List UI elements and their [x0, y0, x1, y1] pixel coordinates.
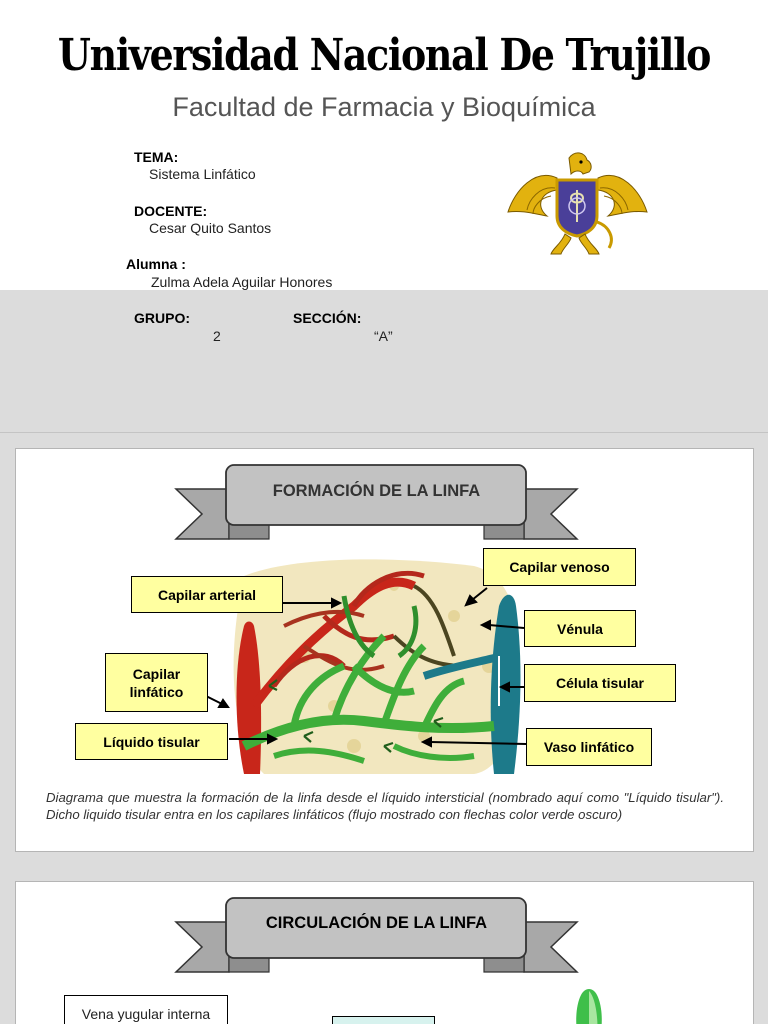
section-banner: [174, 463, 579, 543]
page-formacion-linfa: [15, 448, 754, 852]
section-banner: [174, 896, 579, 976]
label-capilar-arterial: Capilar arterial: [131, 576, 283, 613]
docente-label: DOCENTE:: [134, 203, 208, 219]
diagram-caption: Diagrama que muestra la formación de la linfa desde el líquido intersticial (nombrado aquí como "Líquido tisular"). Dicho liquido tisular entra en los capilares linfáticos (flujo mostrado con flechas color verde oscuro): [46, 790, 724, 822]
seccion-value: “A”: [374, 328, 393, 344]
section-title: FORMACIÓN DE LA LINFA: [272, 482, 481, 500]
docente-value: Cesar Quito Santos: [149, 220, 272, 236]
section-title: CIRCULACIÓN DE LA LINFA: [265, 914, 488, 932]
seccion-label: SECCIÓN:: [293, 310, 362, 326]
page-divider: [0, 432, 768, 433]
alumna-label: Alumna :: [126, 256, 186, 272]
page-circulacion-linfa: [15, 881, 754, 1024]
label-capilar-venoso: Capilar venoso: [483, 548, 636, 586]
cover-lower-band: [0, 290, 768, 432]
label-vaso-linfatico: Vaso linfático: [526, 728, 652, 766]
tema-value: Sistema Linfático: [149, 166, 256, 182]
faculty-subtitle: Facultad de Farmacia y Bioquímica: [172, 92, 596, 122]
tema-label: TEMA:: [134, 149, 179, 165]
ribbon-banner-icon: [174, 463, 579, 543]
grupo-value: 2: [213, 328, 221, 344]
university-crest-icon: [505, 150, 650, 260]
label-capilar-linfatico: Capilar linfático: [105, 653, 208, 712]
ribbon-banner-icon: [174, 896, 579, 976]
label-liquido-tisular: Líquido tisular: [75, 723, 228, 760]
grupo-label: GRUPO:: [134, 310, 190, 326]
label-venula: Vénula: [524, 610, 636, 647]
cover-page: [0, 0, 768, 290]
diagram-box: [332, 1016, 435, 1024]
alumna-value: Zulma Adela Aguilar Honores: [151, 274, 333, 290]
label-vena-yugular: Vena yugular interna: [64, 995, 228, 1024]
label-celula-tisular: Célula tisular: [524, 664, 676, 702]
lymph-organ-icon: [571, 987, 607, 1024]
university-title: Universidad Nacional De Trujillo: [57, 30, 711, 81]
